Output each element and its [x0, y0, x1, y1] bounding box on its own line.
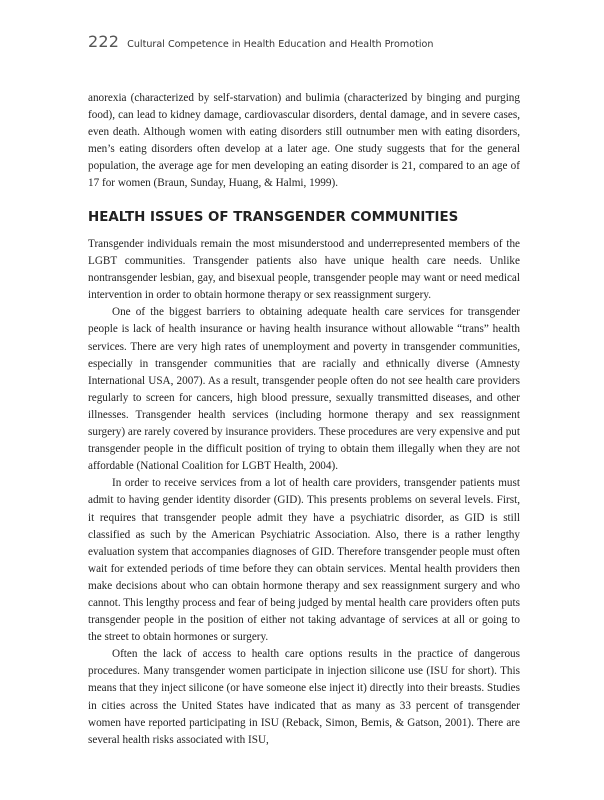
page-number: 222 [88, 32, 120, 51]
section-paragraph-2: One of the biggest barriers to obtaining adequate health care services for transgender people is lack of health insurance or having health insurance without allowable “trans” health services. There are very high rates of unemployment and poverty in transgender communities, especially in transgender communities that are racially and ethnically diverse (Amnesty International USA, 2007). As a result, transgender people often do not see health care providers regularly to screen for cancers, high blood pressure, sexually transmitted diseases, and other illnesses. Transgender health services (including hormone therapy and sex reassignment surgery) are rarely covered by insurance providers. These procedures are very expensive and put transgender people in the difficult position of trying to obtain them illegally when they are not affordable (National Coalition for LGBT Health, 2004). [88, 306, 520, 473]
section-heading: HEALTH ISSUES OF TRANSGENDER COMMUNITIES [88, 210, 459, 225]
intro-text [88, 90, 520, 193]
section-body [88, 236, 520, 749]
intro-paragraph: anorexia (characterized by self-starvation) and bulimia (characterized by binging and purging food), can lead to kidney damage, cardiovascular disorders, dental damage, and in severe cases, even death. Although women with eating disorders still outnumber men with eating disorders, men’s eating disorders often develop at a later age. One study suggests that for the general population, the average age for men developing an eating disorder is 21, compared to an age of 17 for women (Braun, Sunday, Huang, & Halmi, 1999). [88, 92, 520, 190]
section-paragraph-4: Often the lack of access to health care options results in the practice of dangerous procedures. Many transgender women participate in injection silicone use (ISU for short). This means that they inject silicone (or have someone else inject it) directly into their breasts. Studies in cities across the United States have indicated that as many as 33 percent of transgender women have reported participating in ISU (Reback, Simon, Bemis, & Gatson, 2001). There are several health risks associated with ISU, [88, 648, 520, 746]
running-title: Cultural Competence in Health Education and Health Promotion [127, 39, 434, 50]
running-head [88, 32, 433, 51]
section-paragraph-3: In order to receive services from a lot of health care providers, transgender patients must admit to having gender identity disorder (GID). This presents problems on several levels. First, it requires that transgender people admit they have a psychiatric disorder, as GID is still classified as such by the American Psychiatric Association. Also, there is a rather lengthy evaluation system that accompanies diagnoses of GID. Therefore transgender people must often wait for extended periods of time before they can obtain services. Mental health providers then make decisions about who can obtain hormone therapy and sex reassignment surgery and who cannot. This lengthy process and fear of being judged by mental health care providers often puts transgender people in the position of either not taking advantage of services at all or going to the street to obtain hormones or surgery. [88, 477, 520, 644]
section-paragraph-1: Transgender individuals remain the most misunderstood and underrepresented members of the LGBT communities. Transgender patients also have unique health care needs. Unlike nontransgender lesbian, gay, and bisexual people, transgender people may want or need medical intervention in order to obtain hormone therapy or sex reassignment surgery. [88, 238, 520, 302]
